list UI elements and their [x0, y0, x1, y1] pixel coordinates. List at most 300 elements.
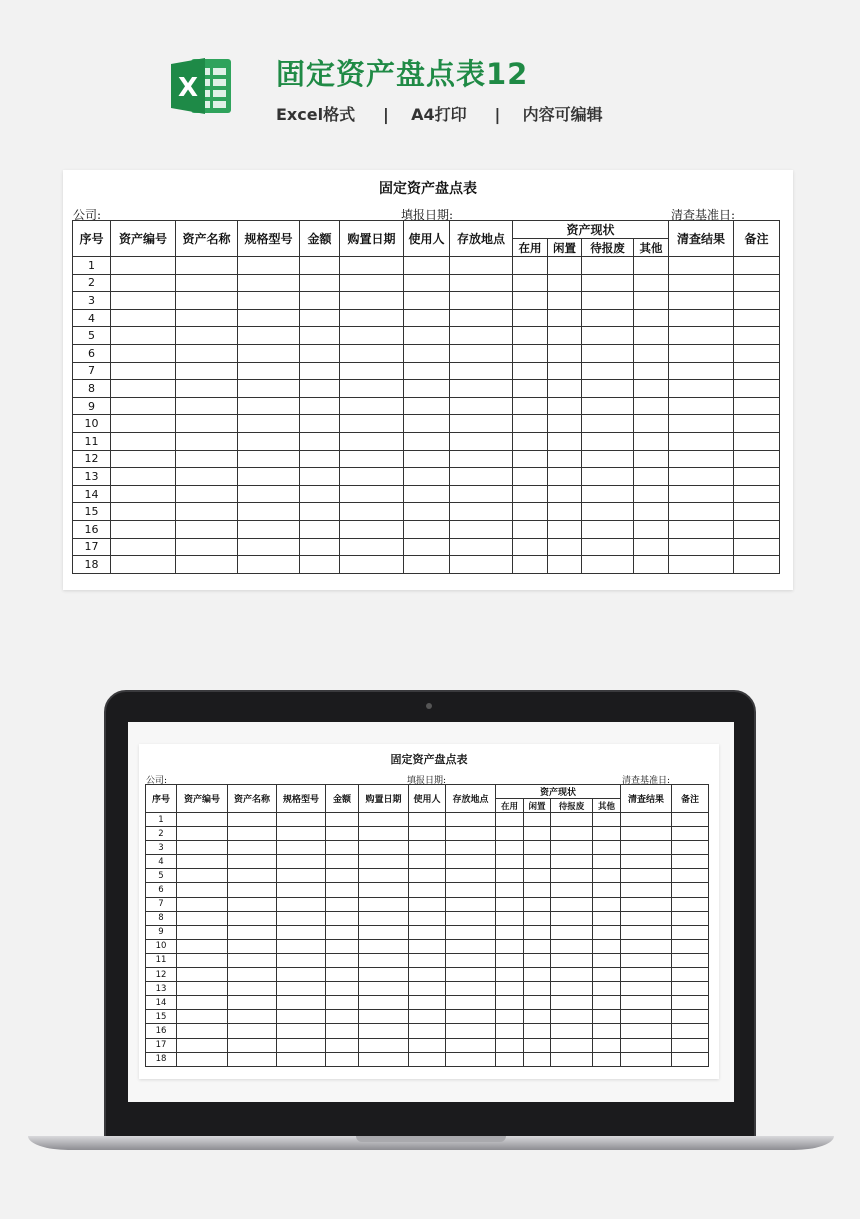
table-cell[interactable] — [446, 953, 496, 967]
table-cell[interactable] — [176, 503, 238, 521]
table-cell[interactable] — [669, 503, 734, 521]
row-number[interactable]: 6 — [146, 883, 177, 897]
table-cell[interactable] — [326, 1038, 359, 1052]
table-cell[interactable] — [582, 362, 634, 380]
table-cell[interactable] — [177, 855, 228, 869]
table-cell[interactable] — [228, 855, 277, 869]
table-cell[interactable] — [359, 911, 409, 925]
table-cell[interactable] — [593, 883, 621, 897]
table-cell[interactable] — [409, 911, 446, 925]
table-cell[interactable] — [513, 415, 548, 433]
table-cell[interactable] — [634, 520, 669, 538]
table-cell[interactable] — [326, 982, 359, 996]
table-cell[interactable] — [177, 827, 228, 841]
table-cell[interactable] — [582, 327, 634, 345]
row-number[interactable]: 15 — [73, 503, 111, 521]
table-cell[interactable] — [340, 538, 404, 556]
table-cell[interactable] — [672, 925, 709, 939]
table-cell[interactable] — [593, 1010, 621, 1024]
table-cell[interactable] — [359, 855, 409, 869]
table-cell[interactable] — [277, 827, 326, 841]
table-cell[interactable] — [446, 1038, 496, 1052]
table-cell[interactable] — [450, 468, 513, 486]
table-cell[interactable] — [277, 953, 326, 967]
table-cell[interactable] — [450, 538, 513, 556]
table-cell[interactable] — [238, 432, 300, 450]
table-cell[interactable] — [513, 520, 548, 538]
table-cell[interactable] — [340, 450, 404, 468]
table-cell[interactable] — [228, 982, 277, 996]
table-cell[interactable] — [111, 362, 176, 380]
table-cell[interactable] — [548, 309, 582, 327]
table-cell[interactable] — [176, 327, 238, 345]
table-cell[interactable] — [524, 841, 551, 855]
table-cell[interactable] — [176, 432, 238, 450]
table-cell[interactable] — [450, 485, 513, 503]
table-cell[interactable] — [669, 257, 734, 275]
row-number[interactable]: 13 — [73, 468, 111, 486]
table-cell[interactable] — [734, 468, 780, 486]
table-cell[interactable] — [409, 953, 446, 967]
table-cell[interactable] — [359, 869, 409, 883]
table-cell[interactable] — [409, 883, 446, 897]
table-cell[interactable] — [582, 520, 634, 538]
table-cell[interactable] — [228, 925, 277, 939]
table-cell[interactable] — [669, 380, 734, 398]
table-cell[interactable] — [238, 344, 300, 362]
row-number[interactable]: 10 — [73, 415, 111, 433]
table-cell[interactable] — [496, 911, 524, 925]
table-cell[interactable] — [177, 1052, 228, 1066]
table-cell[interactable] — [409, 968, 446, 982]
table-cell[interactable] — [524, 968, 551, 982]
table-cell[interactable] — [621, 1052, 672, 1066]
table-cell[interactable] — [513, 485, 548, 503]
table-cell[interactable] — [359, 1038, 409, 1052]
table-cell[interactable] — [621, 897, 672, 911]
table-cell[interactable] — [551, 1052, 593, 1066]
table-cell[interactable] — [340, 468, 404, 486]
table-cell[interactable] — [672, 855, 709, 869]
table-cell[interactable] — [409, 1024, 446, 1038]
table-cell[interactable] — [300, 397, 340, 415]
table-cell[interactable] — [340, 274, 404, 292]
table-cell[interactable] — [496, 1052, 524, 1066]
table-cell[interactable] — [340, 520, 404, 538]
table-cell[interactable] — [409, 1010, 446, 1024]
table-cell[interactable] — [669, 362, 734, 380]
table-cell[interactable] — [669, 468, 734, 486]
table-cell[interactable] — [524, 911, 551, 925]
table-cell[interactable] — [593, 897, 621, 911]
table-cell[interactable] — [548, 432, 582, 450]
table-cell[interactable] — [404, 257, 450, 275]
table-cell[interactable] — [672, 939, 709, 953]
table-cell[interactable] — [111, 380, 176, 398]
table-cell[interactable] — [524, 1010, 551, 1024]
table-cell[interactable] — [621, 883, 672, 897]
table-cell[interactable] — [734, 450, 780, 468]
table-cell[interactable] — [300, 556, 340, 574]
table-cell[interactable] — [734, 309, 780, 327]
table-cell[interactable] — [446, 855, 496, 869]
table-cell[interactable] — [277, 1052, 326, 1066]
table-cell[interactable] — [177, 953, 228, 967]
table-cell[interactable] — [446, 869, 496, 883]
table-cell[interactable] — [582, 432, 634, 450]
table-cell[interactable] — [300, 292, 340, 310]
table-cell[interactable] — [551, 996, 593, 1010]
table-cell[interactable] — [176, 344, 238, 362]
table-cell[interactable] — [450, 362, 513, 380]
table-cell[interactable] — [669, 274, 734, 292]
row-number[interactable]: 9 — [146, 925, 177, 939]
table-cell[interactable] — [582, 450, 634, 468]
table-cell[interactable] — [551, 939, 593, 953]
table-cell[interactable] — [548, 556, 582, 574]
table-cell[interactable] — [359, 897, 409, 911]
table-cell[interactable] — [672, 1038, 709, 1052]
table-cell[interactable] — [582, 485, 634, 503]
table-cell[interactable] — [228, 996, 277, 1010]
table-cell[interactable] — [551, 841, 593, 855]
table-cell[interactable] — [513, 309, 548, 327]
table-cell[interactable] — [326, 1024, 359, 1038]
table-cell[interactable] — [496, 968, 524, 982]
table-cell[interactable] — [359, 813, 409, 827]
table-cell[interactable] — [450, 397, 513, 415]
row-number[interactable]: 4 — [146, 855, 177, 869]
table-cell[interactable] — [513, 432, 548, 450]
table-cell[interactable] — [300, 327, 340, 345]
table-cell[interactable] — [359, 996, 409, 1010]
table-cell[interactable] — [404, 468, 450, 486]
table-cell[interactable] — [359, 827, 409, 841]
row-number[interactable]: 11 — [146, 953, 177, 967]
row-number[interactable]: 8 — [73, 380, 111, 398]
table-cell[interactable] — [734, 432, 780, 450]
table-cell[interactable] — [582, 257, 634, 275]
table-cell[interactable] — [359, 1024, 409, 1038]
table-cell[interactable] — [326, 813, 359, 827]
table-cell[interactable] — [734, 327, 780, 345]
table-cell[interactable] — [621, 855, 672, 869]
table-cell[interactable] — [446, 1024, 496, 1038]
table-cell[interactable] — [228, 813, 277, 827]
table-cell[interactable] — [634, 380, 669, 398]
table-cell[interactable] — [513, 556, 548, 574]
table-cell[interactable] — [446, 1010, 496, 1024]
table-cell[interactable] — [634, 432, 669, 450]
table-cell[interactable] — [340, 556, 404, 574]
table-cell[interactable] — [634, 415, 669, 433]
table-cell[interactable] — [669, 309, 734, 327]
table-cell[interactable] — [593, 813, 621, 827]
table-cell[interactable] — [340, 380, 404, 398]
table-cell[interactable] — [409, 855, 446, 869]
table-cell[interactable] — [582, 274, 634, 292]
table-cell[interactable] — [228, 968, 277, 982]
table-cell[interactable] — [634, 485, 669, 503]
table-cell[interactable] — [409, 939, 446, 953]
table-cell[interactable] — [176, 397, 238, 415]
table-cell[interactable] — [228, 841, 277, 855]
table-cell[interactable] — [340, 432, 404, 450]
table-cell[interactable] — [621, 869, 672, 883]
table-cell[interactable] — [734, 485, 780, 503]
table-cell[interactable] — [621, 996, 672, 1010]
table-cell[interactable] — [551, 1024, 593, 1038]
table-cell[interactable] — [326, 939, 359, 953]
table-cell[interactable] — [326, 841, 359, 855]
table-cell[interactable] — [277, 911, 326, 925]
table-cell[interactable] — [524, 953, 551, 967]
table-cell[interactable] — [228, 1024, 277, 1038]
table-cell[interactable] — [277, 1024, 326, 1038]
table-cell[interactable] — [359, 841, 409, 855]
table-cell[interactable] — [326, 911, 359, 925]
table-cell[interactable] — [582, 468, 634, 486]
table-cell[interactable] — [446, 827, 496, 841]
table-cell[interactable] — [634, 309, 669, 327]
table-cell[interactable] — [496, 869, 524, 883]
table-cell[interactable] — [672, 1024, 709, 1038]
table-cell[interactable] — [446, 813, 496, 827]
table-cell[interactable] — [228, 1038, 277, 1052]
table-cell[interactable] — [672, 869, 709, 883]
table-cell[interactable] — [409, 869, 446, 883]
table-cell[interactable] — [326, 996, 359, 1010]
table-cell[interactable] — [177, 1010, 228, 1024]
table-cell[interactable] — [450, 309, 513, 327]
table-cell[interactable] — [593, 925, 621, 939]
table-cell[interactable] — [340, 503, 404, 521]
table-cell[interactable] — [593, 827, 621, 841]
table-cell[interactable] — [450, 503, 513, 521]
table-cell[interactable] — [111, 556, 176, 574]
table-cell[interactable] — [593, 869, 621, 883]
table-cell[interactable] — [672, 982, 709, 996]
table-cell[interactable] — [672, 1052, 709, 1066]
table-cell[interactable] — [450, 450, 513, 468]
table-cell[interactable] — [176, 380, 238, 398]
table-cell[interactable] — [326, 968, 359, 982]
table-cell[interactable] — [524, 813, 551, 827]
table-cell[interactable] — [238, 556, 300, 574]
table-cell[interactable] — [177, 968, 228, 982]
table-cell[interactable] — [238, 468, 300, 486]
table-cell[interactable] — [734, 415, 780, 433]
table-cell[interactable] — [496, 855, 524, 869]
table-cell[interactable] — [404, 432, 450, 450]
table-cell[interactable] — [277, 982, 326, 996]
table-cell[interactable] — [446, 982, 496, 996]
table-cell[interactable] — [496, 1024, 524, 1038]
table-cell[interactable] — [496, 982, 524, 996]
table-cell[interactable] — [513, 397, 548, 415]
table-cell[interactable] — [551, 982, 593, 996]
table-cell[interactable] — [524, 869, 551, 883]
table-cell[interactable] — [340, 397, 404, 415]
table-cell[interactable] — [551, 813, 593, 827]
table-cell[interactable] — [238, 309, 300, 327]
table-cell[interactable] — [300, 503, 340, 521]
table-cell[interactable] — [593, 1024, 621, 1038]
table-cell[interactable] — [734, 257, 780, 275]
table-cell[interactable] — [524, 883, 551, 897]
table-cell[interactable] — [593, 1038, 621, 1052]
table-cell[interactable] — [228, 883, 277, 897]
table-cell[interactable] — [513, 344, 548, 362]
table-cell[interactable] — [621, 982, 672, 996]
table-cell[interactable] — [548, 538, 582, 556]
table-cell[interactable] — [238, 503, 300, 521]
table-cell[interactable] — [496, 953, 524, 967]
table-cell[interactable] — [238, 450, 300, 468]
table-cell[interactable] — [228, 1052, 277, 1066]
table-cell[interactable] — [177, 982, 228, 996]
table-cell[interactable] — [582, 292, 634, 310]
table-cell[interactable] — [450, 520, 513, 538]
table-cell[interactable] — [176, 485, 238, 503]
table-cell[interactable] — [111, 292, 176, 310]
table-cell[interactable] — [177, 897, 228, 911]
table-cell[interactable] — [340, 309, 404, 327]
table-cell[interactable] — [634, 362, 669, 380]
table-cell[interactable] — [446, 883, 496, 897]
table-cell[interactable] — [669, 538, 734, 556]
table-cell[interactable] — [228, 897, 277, 911]
table-cell[interactable] — [634, 538, 669, 556]
table-cell[interactable] — [669, 432, 734, 450]
table-cell[interactable] — [496, 813, 524, 827]
table-cell[interactable] — [404, 380, 450, 398]
table-cell[interactable] — [409, 1052, 446, 1066]
table-cell[interactable] — [524, 1038, 551, 1052]
table-cell[interactable] — [277, 897, 326, 911]
table-cell[interactable] — [634, 450, 669, 468]
table-cell[interactable] — [177, 1024, 228, 1038]
table-cell[interactable] — [669, 292, 734, 310]
table-cell[interactable] — [548, 257, 582, 275]
table-cell[interactable] — [593, 996, 621, 1010]
row-number[interactable]: 6 — [73, 344, 111, 362]
table-cell[interactable] — [326, 897, 359, 911]
table-cell[interactable] — [277, 1038, 326, 1052]
table-cell[interactable] — [672, 883, 709, 897]
table-cell[interactable] — [238, 485, 300, 503]
table-cell[interactable] — [300, 344, 340, 362]
table-cell[interactable] — [672, 911, 709, 925]
table-cell[interactable] — [496, 827, 524, 841]
table-cell[interactable] — [176, 257, 238, 275]
table-cell[interactable] — [634, 503, 669, 521]
table-cell[interactable] — [634, 397, 669, 415]
table-cell[interactable] — [734, 538, 780, 556]
table-cell[interactable] — [582, 380, 634, 398]
table-cell[interactable] — [524, 982, 551, 996]
table-cell[interactable] — [111, 327, 176, 345]
row-number[interactable]: 2 — [146, 827, 177, 841]
table-cell[interactable] — [340, 415, 404, 433]
table-cell[interactable] — [524, 855, 551, 869]
table-cell[interactable] — [621, 925, 672, 939]
table-cell[interactable] — [277, 841, 326, 855]
row-number[interactable]: 12 — [73, 450, 111, 468]
table-cell[interactable] — [524, 925, 551, 939]
table-cell[interactable] — [177, 841, 228, 855]
table-cell[interactable] — [551, 953, 593, 967]
table-cell[interactable] — [734, 520, 780, 538]
table-cell[interactable] — [176, 538, 238, 556]
table-cell[interactable] — [404, 327, 450, 345]
row-number[interactable]: 14 — [73, 485, 111, 503]
table-cell[interactable] — [404, 538, 450, 556]
table-cell[interactable] — [326, 1010, 359, 1024]
row-number[interactable]: 16 — [73, 520, 111, 538]
table-cell[interactable] — [409, 925, 446, 939]
table-cell[interactable] — [513, 362, 548, 380]
table-cell[interactable] — [548, 362, 582, 380]
table-cell[interactable] — [621, 841, 672, 855]
table-cell[interactable] — [734, 292, 780, 310]
table-cell[interactable] — [450, 274, 513, 292]
table-cell[interactable] — [404, 397, 450, 415]
table-cell[interactable] — [446, 925, 496, 939]
table-cell[interactable] — [551, 883, 593, 897]
table-cell[interactable] — [548, 344, 582, 362]
table-cell[interactable] — [634, 344, 669, 362]
table-cell[interactable] — [300, 362, 340, 380]
row-number[interactable]: 4 — [73, 309, 111, 327]
table-cell[interactable] — [177, 883, 228, 897]
table-cell[interactable] — [111, 415, 176, 433]
row-number[interactable]: 11 — [73, 432, 111, 450]
table-cell[interactable] — [326, 827, 359, 841]
table-cell[interactable] — [409, 996, 446, 1010]
table-cell[interactable] — [513, 380, 548, 398]
table-cell[interactable] — [111, 397, 176, 415]
table-cell[interactable] — [513, 327, 548, 345]
row-number[interactable]: 8 — [146, 911, 177, 925]
table-cell[interactable] — [496, 1010, 524, 1024]
table-cell[interactable] — [176, 520, 238, 538]
table-cell[interactable] — [176, 292, 238, 310]
table-cell[interactable] — [669, 327, 734, 345]
table-cell[interactable] — [593, 911, 621, 925]
row-number[interactable]: 17 — [73, 538, 111, 556]
table-cell[interactable] — [238, 362, 300, 380]
table-cell[interactable] — [672, 897, 709, 911]
table-cell[interactable] — [548, 292, 582, 310]
row-number[interactable]: 9 — [73, 397, 111, 415]
table-cell[interactable] — [326, 925, 359, 939]
table-cell[interactable] — [669, 520, 734, 538]
table-cell[interactable] — [177, 813, 228, 827]
table-cell[interactable] — [111, 274, 176, 292]
table-cell[interactable] — [496, 996, 524, 1010]
table-cell[interactable] — [582, 503, 634, 521]
table-cell[interactable] — [593, 855, 621, 869]
table-cell[interactable] — [277, 996, 326, 1010]
table-cell[interactable] — [404, 520, 450, 538]
table-cell[interactable] — [340, 327, 404, 345]
table-cell[interactable] — [548, 327, 582, 345]
table-cell[interactable] — [496, 925, 524, 939]
table-cell[interactable] — [593, 968, 621, 982]
table-cell[interactable] — [404, 274, 450, 292]
table-cell[interactable] — [524, 1024, 551, 1038]
